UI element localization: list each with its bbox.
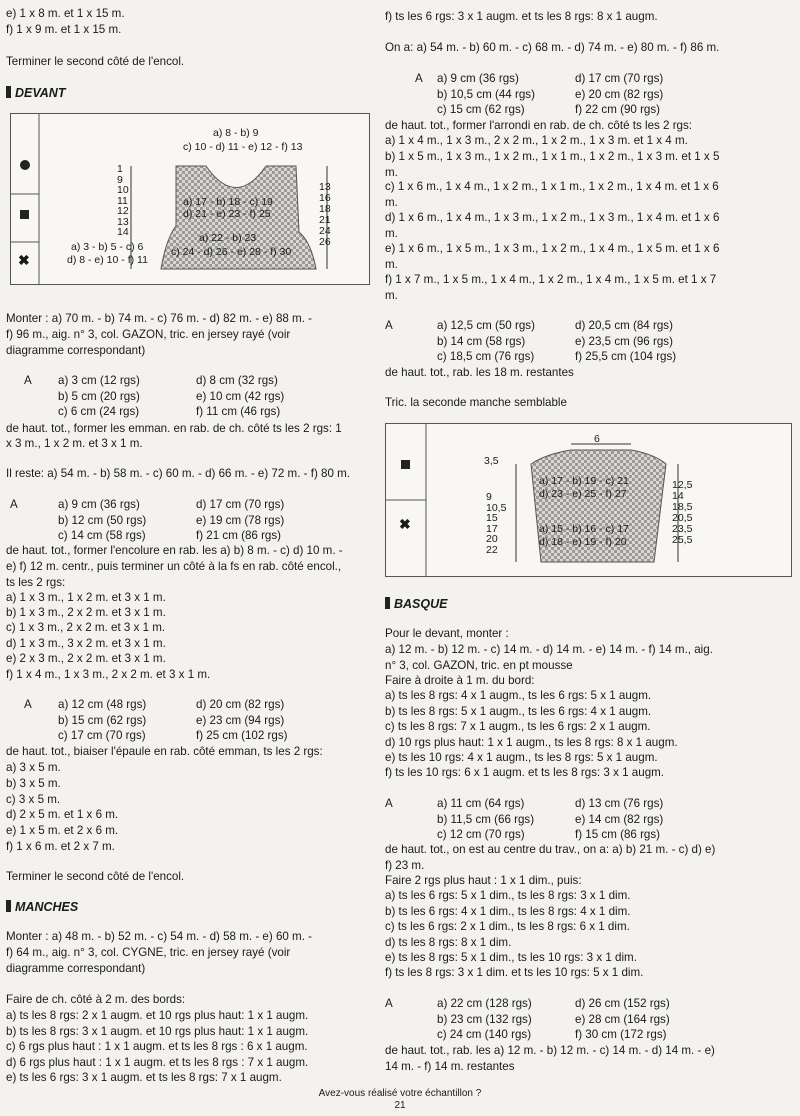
size-measure: c) 17 cm (70 rgs) [58,729,146,742]
text-line: de haut. tot., rab. les a) 12 m. - b) 12 m. - c) 14 m. - d) 14 m. - e) [385,1044,715,1057]
dimension-number: 18 [319,203,331,215]
text-line: e) ts les 10 rgs: 4 x 1 augm., ts les 8 rgs: 5 x 1 augm. [385,751,658,764]
text-line: a) 1 x 3 m., 1 x 2 m. et 3 x 1 m. [6,591,166,604]
text-line: m. [385,258,398,271]
devant-inner1: a) 17 - b) 18 - c) 19 [183,196,273,208]
dimension-number: 24 [319,225,331,237]
text-line: Pour le devant, monter : [385,627,509,640]
text-line: de haut. tot., former les emman. en rab. de ch. côté ts les 2 rgs: 1 [6,422,342,435]
text-line: de haut. tot., former l'arrondi en rab. de ch. côté ts les 2 rgs: [385,119,693,132]
manche-inner4: d) 18 - e) 19 - f) 20 [539,536,627,548]
text-line: 14 m. - f) 14 m. restantes [385,1060,515,1073]
size-measure: e) 23 cm (94 rgs) [196,713,285,727]
size-measure: b) 15 cm (62 rgs) [58,713,147,727]
size-measure: c) 18,5 cm (76 rgs) [437,350,535,363]
text-line: f) ts les 10 rgs: 6 x 1 augm. et ts les 8 rgs: 3 x 1 augm. [385,766,665,779]
text-line: Faire de ch. côté à 2 m. des bords: [6,993,186,1006]
text-line: A [24,374,32,387]
text-line: n° 3, col. GAZON, tric. en pt mousse [385,659,573,672]
manche-cross-marker: ✖ [399,516,411,532]
manche-inner2: d) 23 - e) 25 - f) 27 [539,488,627,500]
manche-side: 3,5 [484,455,499,467]
size-measure: a) 12 cm (48 rgs) [58,698,147,711]
size-measure: c) 15 cm (62 rgs) [437,103,525,116]
cross-marker: ✖ [18,252,30,268]
size-measure: e) 14 cm (82 rgs) [575,812,664,826]
size-measure: c) 24 cm (140 rgs) [437,1028,532,1041]
text-line: a) ts les 8 rgs: 4 x 1 augm., ts les 6 rgs: 5 x 1 augm. [385,689,652,702]
devant-bottom-left2: d) 8 - e) 10 - f) 11 [67,254,148,266]
text-line: Terminer le second côté de l'encol. [6,870,185,883]
text-line: a) ts les 6 rgs: 5 x 1 dim., ts les 8 rgs: 3 x 1 dim. [385,889,631,902]
text-line: A [415,72,423,85]
text-line: f) ts les 6 rgs: 3 x 1 augm. et ts les 8 rgs: 8 x 1 augm. [385,10,658,23]
text-line: Tric. la seconde manche semblable [385,396,567,409]
text-line: e) f) 12 m. centr., puis terminer un côté à la fs en rab. côté encol., [6,560,342,573]
size-measure: b) 10,5 cm (44 rgs) [437,87,535,101]
manche-square-marker [401,460,410,469]
size-measure: f) 21 cm (86 rgs) [196,529,282,542]
text-line: a) ts les 8 rgs: 2 x 1 augm. et 10 rgs plus haut: 1 x 1 augm. [6,1009,309,1022]
text-line: a) 3 x 5 m. [6,761,61,774]
text-line: f) 23 m. [385,859,425,872]
size-measure: b) 14 cm (58 rgs) [437,334,526,348]
text-line: f) 1 x 6 m. et 2 x 7 m. [6,840,115,853]
devant-diagram [10,113,370,285]
size-measure: e) 28 cm (164 rgs) [575,1012,670,1026]
text-line: b) ts les 6 rgs: 4 x 1 dim., ts les 8 rgs: 4 x 1 dim. [385,905,631,918]
text-line: de haut. tot., biaiser l'épaule en rab. côté emman, ts les 2 rgs: [6,745,323,758]
size-measure: d) 13 cm (76 rgs) [575,797,664,810]
size-measure: d) 20,5 cm (84 rgs) [575,319,673,332]
dimension-number: 15 [486,512,498,524]
text-line: A [10,498,18,511]
dimension-number: 10,5 [486,501,507,514]
text-line: a) 12 m. - b) 12 m. - c) 14 m. - d) 14 m. - e) 14 m. - f) 14 m., aig. [385,643,713,656]
text-line: f) 96 m., aig. n° 3, col. GAZON, tric. en jersey rayé (voir [6,328,291,341]
text-line: c) ts les 8 rgs: 7 x 1 augm., ts les 6 rgs: 2 x 1 augm. [385,720,651,733]
devant-inner4: c) 24 - d) 26 - e) 28 - f) 30 [171,246,292,258]
text-line: c) 1 x 3 m., 2 x 2 m. et 3 x 1 m. [6,621,166,634]
footer-line: Avez-vous réalisé votre échantillon ? [318,1088,482,1099]
text-line: x 3 m., 1 x 2 m. et 3 x 1 m. [6,437,143,450]
text-line: e) 2 x 3 m., 2 x 2 m. et 3 x 1 m. [6,652,166,665]
text-line: A [24,698,32,711]
size-measure: f) 25,5 cm (104 rgs) [575,350,677,363]
page-number: 21 [394,1100,406,1111]
size-measure: e) 23,5 cm (96 rgs) [575,334,673,348]
text-line: d) 2 x 5 m. et 1 x 6 m. [6,808,119,821]
manche-diagram-shape [386,424,791,576]
text-line: m. [385,227,398,240]
text-line: b) ts les 8 rgs: 5 x 1 augm., ts les 6 rgs: 4 x 1 augm. [385,705,652,718]
dimension-number: 20 [486,533,498,545]
text-line: A [385,319,393,332]
section-heading: MANCHES [6,900,78,914]
size-measure: a) 3 cm (12 rgs) [58,374,140,387]
size-measure: c) 12 cm (70 rgs) [437,828,525,841]
dimension-number: 9 [486,491,492,503]
size-measure: b) 11,5 cm (66 rgs) [437,812,535,826]
text-line: Faire 2 rgs plus haut : 1 x 1 dim., puis: [385,874,582,887]
text-line: e) 1 x 6 m., 1 x 5 m., 1 x 3 m., 1 x 2 m., 1 x 4 m., 1 x 5 m. et 1 x 6 [385,242,720,255]
text-line: Il reste: a) 54 m. - b) 58 m. - c) 60 m. - d) 66 m. - e) 72 m. - f) 80 m. [6,467,351,480]
devant-bottom-left1: a) 3 - b) 5 - c) 6 [71,241,144,253]
size-measure: f) 25 cm (102 rgs) [196,729,288,742]
size-measure: f) 30 cm (172 rgs) [575,1028,667,1041]
text-line: m. [385,289,398,302]
size-measure: e) 10 cm (42 rgs) [196,389,285,403]
text-line: f) ts les 8 rgs: 3 x 1 dim. et ts les 10 rgs: 5 x 1 dim. [385,966,644,979]
text-line: m. [385,166,398,179]
text-line: b) 1 x 3 m., 2 x 2 m. et 3 x 1 m. [6,606,166,619]
size-measure: d) 17 cm (70 rgs) [575,72,664,85]
text-line: e) 1 x 8 m. et 1 x 15 m. [6,7,125,20]
text-line: d) 1 x 3 m., 3 x 2 m. et 3 x 1 m. [6,637,166,650]
text-line: e) ts les 8 rgs: 5 x 1 dim., ts les 10 rgs: 3 x 1 dim. [385,951,637,964]
text-line: b) 3 x 5 m. [6,777,61,790]
text-line: b) 1 x 5 m., 1 x 3 m., 1 x 2 m., 1 x 1 m., 1 x 2 m., 1 x 3 m. et 1 x 5 [385,150,720,163]
text-line: c) 1 x 6 m., 1 x 4 m., 1 x 2 m., 1 x 1 m., 1 x 2 m., 1 x 4 m. et 1 x 6 [385,180,719,193]
size-measure: d) 8 cm (32 rgs) [196,374,278,387]
size-measure: e) 20 cm (82 rgs) [575,87,664,101]
manche-top: 6 [594,433,600,445]
text-line: de haut. tot., on est au centre du trav., on a: a) b) 21 m. - c) d) e) [385,843,716,856]
dimension-number: 14 [117,226,129,238]
text-line: c) ts les 6 rgs: 2 x 1 dim., ts les 8 rgs: 6 x 1 dim. [385,920,630,933]
size-measure: b) 23 cm (132 rgs) [437,1012,532,1026]
dimension-number: 12,5 [672,479,693,491]
square-marker [20,210,29,219]
text-line: Monter : a) 48 m. - b) 52 m. - c) 54 m. - d) 58 m. - e) 60 m. - [6,930,313,943]
section-heading: DEVANT [6,86,65,100]
dimension-number: 10 [117,184,129,196]
size-measure: f) 22 cm (90 rgs) [575,103,661,116]
dimension-number: 9 [117,173,123,186]
size-measure: c) 6 cm (24 rgs) [58,405,140,418]
text-line: f) 1 x 7 m., 1 x 5 m., 1 x 4 m., 1 x 2 m., 1 x 4 m., 1 x 5 m. et 1 x 7 [385,273,717,286]
dimension-number: 25,5 [672,534,693,546]
text-line: d) 6 rgs plus haut : 1 x 1 augm. et ts les 8 rgs : 7 x 1 augm. [6,1056,309,1069]
size-measure: f) 15 cm (86 rgs) [575,828,661,841]
dimension-number: 13 [117,215,129,228]
dimension-number: 23,5 [672,523,693,535]
size-measure: b) 5 cm (20 rgs) [58,389,140,403]
dimension-number: 16 [319,192,331,204]
text-line: b) ts les 8 rgs: 3 x 1 augm. et 10 rgs plus haut: 1 x 1 augm. [6,1025,309,1038]
manche-inner1: a) 17 - b) 19 - c) 21 [539,475,629,487]
size-measure: a) 9 cm (36 rgs) [58,498,140,511]
dimension-number: 11 [117,194,128,207]
dimension-number: 18,5 [672,501,693,513]
size-measure: d) 20 cm (82 rgs) [196,698,285,711]
dimension-number: 22 [486,543,498,556]
text-line: ts les 2 rgs: [6,576,66,589]
text-line: c) 3 x 5 m. [6,793,61,806]
dimension-number: 1 [117,163,123,175]
dimension-number: 14 [672,490,684,502]
dimension-number: 21 [319,214,331,226]
size-measure: d) 26 cm (152 rgs) [575,997,670,1010]
size-measure: a) 9 cm (36 rgs) [437,72,519,85]
text-line: de haut. tot., former l'encolure en rab. les a) b) 8 m. - c) d) 10 m. - [6,544,343,557]
text-line: de haut. tot., rab. les 18 m. restantes [385,366,574,379]
text-line: e) 1 x 5 m. et 2 x 6 m. [6,824,119,837]
dimension-number: 26 [319,236,331,248]
devant-inner3: a) 22 - b) 23 [199,232,257,244]
size-measure: a) 11 cm (64 rgs) [437,797,525,810]
manche-diagram [385,423,792,577]
text-line: diagramme correspondant) [6,344,146,357]
dimension-number: 20,5 [672,512,693,524]
section-heading: BASQUE [385,597,447,611]
manche-inner3: a) 15 - b) 16 - c) 17 [539,523,629,535]
text-line: A [385,997,393,1010]
devant-top2: c) 10 - d) 11 - e) 12 - f) 13 [183,141,303,153]
text-line: m. [385,196,398,209]
dimension-number: 12 [117,205,129,217]
size-measure: a) 12,5 cm (50 rgs) [437,319,535,332]
text-line: e) ts les 6 rgs: 3 x 1 augm. et ts les 8 rgs: 7 x 1 augm. [6,1071,282,1084]
text-line: A [385,797,393,810]
text-line: f) 1 x 9 m. et 1 x 15 m. [6,23,122,36]
text-line: Monter : a) 70 m. - b) 74 m. - c) 76 m. - d) 82 m. - e) 88 m. - [6,312,313,325]
text-line: f) 1 x 4 m., 1 x 3 m., 2 x 2 m. et 3 x 1 m. [6,668,211,681]
size-measure: c) 14 cm (58 rgs) [58,529,146,542]
text-line: Faire à droite à 1 m. du bord: [385,674,535,687]
text-line: c) 6 rgs plus haut : 1 x 1 augm. et ts les 8 rgs : 6 x 1 augm. [6,1040,308,1053]
text-line: Terminer le second côté de l'encol. [6,55,185,68]
text-line: On a: a) 54 m. - b) 60 m. - c) 68 m. - d) 74 m. - e) 80 m. - f) 86 m. [385,41,720,54]
size-measure: b) 12 cm (50 rgs) [58,513,147,527]
size-measure: e) 19 cm (78 rgs) [196,513,285,527]
text-line: d) 10 rgs plus haut: 1 x 1 augm., ts les 8 rgs: 8 x 1 augm. [385,736,678,749]
size-measure: a) 22 cm (128 rgs) [437,997,532,1010]
size-measure: d) 17 cm (70 rgs) [196,498,285,511]
dimension-number: 17 [486,522,498,535]
devant-inner2: d) 21 - e) 23 - f) 25 [183,208,271,220]
text-line: d) ts les 8 rgs: 8 x 1 dim. [385,936,512,949]
devant-top1: a) 8 - b) 9 [213,127,259,139]
dimension-number: 13 [319,181,331,193]
diamond-marker [20,160,30,170]
size-measure: f) 11 cm (46 rgs) [196,405,281,418]
text-line: a) 1 x 4 m., 1 x 3 m., 2 x 2 m., 1 x 2 m., 1 x 3 m. et 1 x 4 m. [385,134,688,147]
text-line: d) 1 x 6 m., 1 x 4 m., 1 x 3 m., 1 x 2 m., 1 x 3 m., 1 x 4 m. et 1 x 6 [385,211,720,224]
text-line: diagramme correspondant) [6,962,146,975]
text-line: f) 64 m., aig. n° 3, col. CYGNE, tric. en jersey rayé (voir [6,946,291,959]
